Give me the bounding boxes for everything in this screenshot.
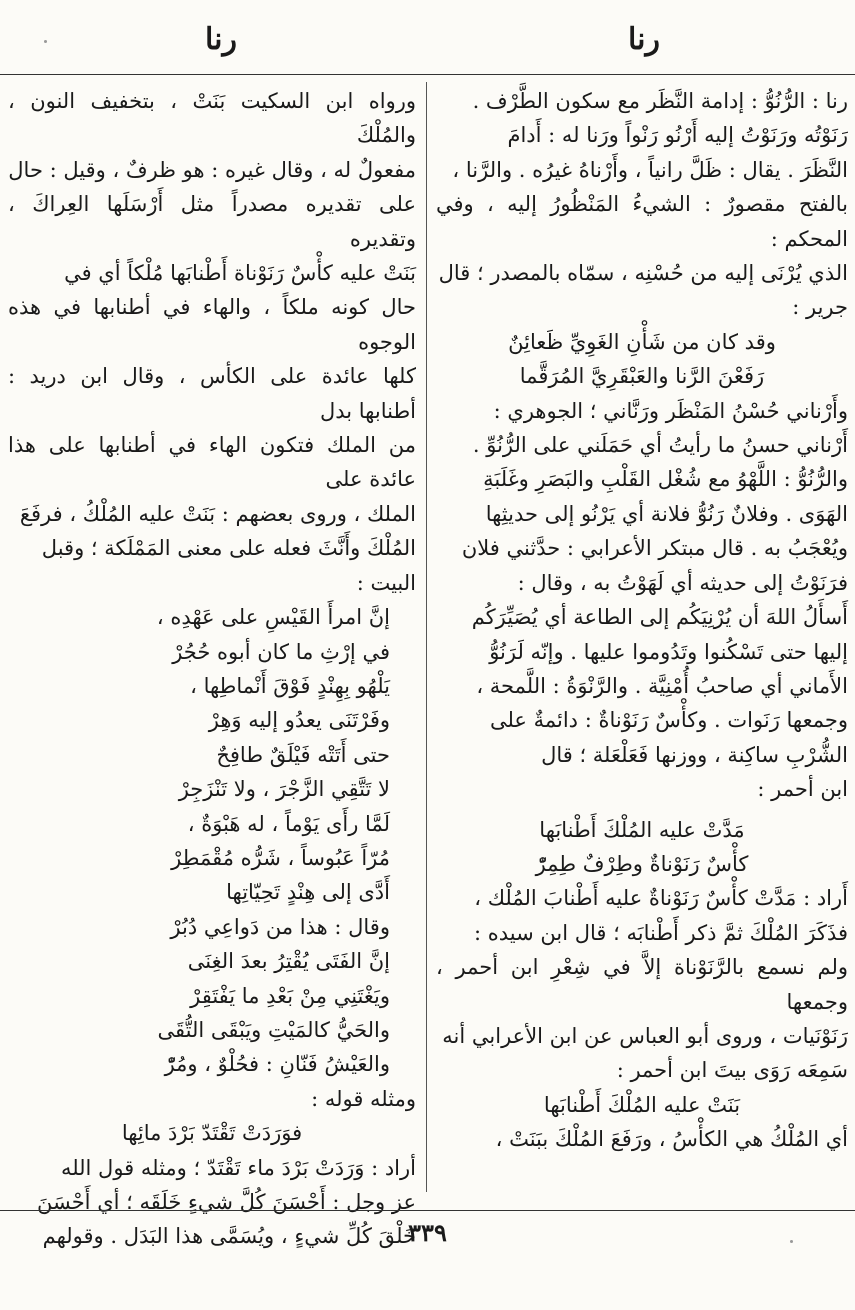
text-line: سَمِعَه رَوَى بيتَ ابن أحمر : — [616, 1058, 848, 1083]
text-line: أي المُلْكُ هي الكأْسُ ، ورَفَعَ المُلْكَ ببَنَتْ ، — [495, 1127, 848, 1152]
text-line: والرُّنُوُّ : اللَّهْوُ مع شُغْل القَلْبِ والبَصَرِ وغَلَبَةِ — [483, 467, 848, 492]
text-line: رَنَوْتُه ورَنَوْتُ إليه أَرْنُو رَنْواً ورَنا له : أَدامَ — [507, 123, 848, 148]
text-line: أَراد : مَدَّتْ كأْسٌ رَنَوْناةٌ عليه أَطْنابَ المُلْك ، — [474, 886, 848, 911]
verse-line: رَفَعْنَ الرَّنا والعَبْقَرِيَّ المُرَقَّما — [519, 364, 765, 389]
verse-line: وفَرْتَنَى يعدُو إليه وَهِرْ — [208, 708, 390, 733]
text-line: ابن أحمر : — [757, 777, 848, 802]
text-line: حال كونه ملكاً ، والهاء في أطنابها في هذه الوجوه — [8, 295, 416, 354]
text-line: البيت : — [356, 570, 416, 595]
verse-line: حتى أَتَتْه فَيْلَقٌ طافِحٌ — [216, 742, 390, 767]
right-column — [436, 84, 848, 1194]
text-line: عز وجل : أَحْسَنَ كُلَّ شيءٍ خَلَقَه ؛ أي أَحْسَنَ — [36, 1190, 416, 1214]
paper-speck — [790, 1240, 793, 1243]
text-line: أراد : وَرَدَتْ بَرْدَ ماء تَقْتَدّ ؛ ومثله قول الله — [60, 1155, 416, 1180]
verse-line: لَمَّا رأَى يَوْماً ، له هَبْوَةٌ ، — [187, 811, 390, 836]
left-column — [8, 84, 416, 1249]
text-line: الأَماني أي صاحبُ أُمْنِيَّة . والرَّنْوَةُ : اللَّمحة ، — [476, 673, 848, 698]
text-line: جرير : — [792, 295, 848, 320]
verse-line: في إرْثِ ما كان أبوه حُجُرْ — [172, 639, 390, 664]
text-line: ورواه ابن السكيت بَنَتْ ، بتخفيف النون ، والمُلْكَ — [8, 89, 416, 148]
text-line: بَنَتْ عليه كأْسٌ رَنَوْناة أَطْنابَها مُلْكاً أي في — [64, 261, 416, 286]
verse-line: إنَّ الفَتَى يُقْتِرُ بعدَ الغِنَى — [187, 949, 390, 974]
header-word-left: رنا — [205, 22, 237, 57]
text-line: على تقديره مصدراً مثل أَرْسَلَها العِراكَ ، وتقديره — [8, 192, 416, 251]
text-line: مفعولٌ له ، وقال غيره : هو ظرفٌ ، وقيل : حال — [8, 157, 416, 182]
text-line: أَرْناني حسنُ ما رأيتُ أي حَمَلَني على الرُّنُوِّ . — [472, 433, 848, 458]
text-line: المُلْكَ وأَنَّثَ فعله على معنى المَمْلَكة ؛ وقبل — [41, 536, 416, 561]
verse-line: والعَيْشُ فَنّانِ : فحُلْوٌ ، ومُرّْ — [164, 1052, 390, 1077]
text-line: خَلْقَ كُلِّ شيءٍ ، ويُسَمَّى هذا البَدَل . وقولهم — [42, 1224, 416, 1249]
verse-line: فوَرَدَتْ تَقْتَدّ بَرْدَ مائِها — [121, 1121, 303, 1146]
text-line: فذَكَرَ المُلْكَ ثمَّ ذكر أَطْنابَه ؛ قال ابن سيده : — [474, 920, 848, 945]
verse-line: وقال : هذا من دَواعِي دُبُرْ — [170, 914, 390, 939]
text-line: أَسأَلُ اللهَ أن يُرْنِيَكُم إلى الطاعة أي يُصَيِّرَكُم — [471, 605, 848, 630]
text-line: فرَنَوْتُ إلى حديثه أي لَهَوْتُ به ، وقال : — [517, 570, 848, 595]
text-line: ومثله قوله : — [311, 1086, 416, 1111]
verse-line: وقد كان من شَأْنِ الغَوِيِّ ظَعائِنٌ — [508, 329, 776, 354]
text-line: الملك ، وروى بعضهم : بَنَتْ عليه المُلْكُ ، فرفَعَ — [19, 501, 416, 526]
text-line: الشُّرْبِ ساكِنة ، ووزنها فَعَلْعَلة ؛ قال — [541, 742, 848, 767]
text-line: ويُعْجَبُ به . قال مبتكر الأعرابي : حدَّثني فلان — [461, 536, 848, 561]
paper-speck — [44, 40, 47, 43]
text-line: الهَوَى . وفلانٌ رَنُوُّ فلانة أي يَرْنُو إلى حديثِها — [485, 501, 848, 526]
text-line: بالفتح مقصورٌ : الشيءُ المَنْظُورُ إليه ، وفي المحكم : — [436, 192, 848, 251]
verse-line: بَنَتْ عليه المُلْكَ أَطْنابَها — [543, 1092, 741, 1117]
verse-line: يَلْهُو بِهِنْدٍ فَوْقَ أَنْماطِها ، — [190, 673, 390, 698]
text-line: وجمعها رَنَوات . وكأْسٌ رَنَوْناةٌ : دائمةٌ على — [489, 708, 848, 733]
header-word-right: رنا — [628, 22, 660, 57]
verse-line: والحَيُّ كالمَيْتِ ويَبْقَى التُّقَى — [157, 1017, 390, 1042]
verse-line: كأْسٌ رَنَوْناةٌ وطِرْفٌ طِمِرّْ — [535, 851, 749, 876]
page-number: ٣٣٩ — [408, 1218, 447, 1247]
text-line: وأَرْناني حُسْنُ المَنْظَر ورَنَّاني ؛ الجوهري : — [493, 398, 848, 423]
verse-line: ويَغْتَنِي مِنْ بَعْدِ ما يَفْتَقِرْ — [190, 983, 390, 1008]
text-line: كلها عائدة على الكأس ، وقال ابن دريد : أطنابها بدل — [8, 364, 416, 423]
text-line: من الملك فتكون الهاء في أطنابها على هذا عائدة على — [8, 433, 416, 492]
verse-line: إنَّ امرأَ القَيْسِ على عَهْدِه ، — [156, 605, 390, 630]
column-divider — [426, 82, 427, 1192]
verse-line: أَدَّى إلى هِنْدٍ تَحِيّاتِها — [226, 880, 390, 905]
text-line: ولم نسمع بالرَّنَوْناة إلاَّ في شِعْرِ ابن أحمر ، وجمعها — [436, 955, 848, 1014]
header-rule — [0, 74, 855, 75]
verse-line: مُرّاً عَبُوساً ، شَرُّه مُقْمَطِرْ — [171, 845, 390, 870]
text-line: رنا : الرُّنُوُّ : إدامة النَّظَر مع سكون الطَّرْف . — [472, 89, 848, 113]
text-line: إليها حتى تَسْكُنوا وتَدُوموا عليها . وإنّه لَرَنُوُّ — [489, 639, 848, 664]
text-line: رَنَوْنَيات ، وروى أبو العباس عن ابن الأعرابي أنه — [442, 1023, 848, 1048]
verse-line: لا تَتَّقِي الزَّجْرَ ، ولا تَنْزَجِرْ — [178, 777, 390, 802]
text-line: الذي يُرْنَى إليه من حُسْنِه ، سمّاه بالمصدر ؛ قال — [438, 261, 848, 286]
text-line: النَّظَرَ . يقال : ظَلَّ رانياً ، وأَرْناهُ غيرُه . والرَّنا ، — [452, 157, 848, 182]
footer-rule — [0, 1210, 855, 1211]
verse-line: مَدَّتْ عليه المُلْكَ أَطْنابَها — [539, 817, 745, 842]
